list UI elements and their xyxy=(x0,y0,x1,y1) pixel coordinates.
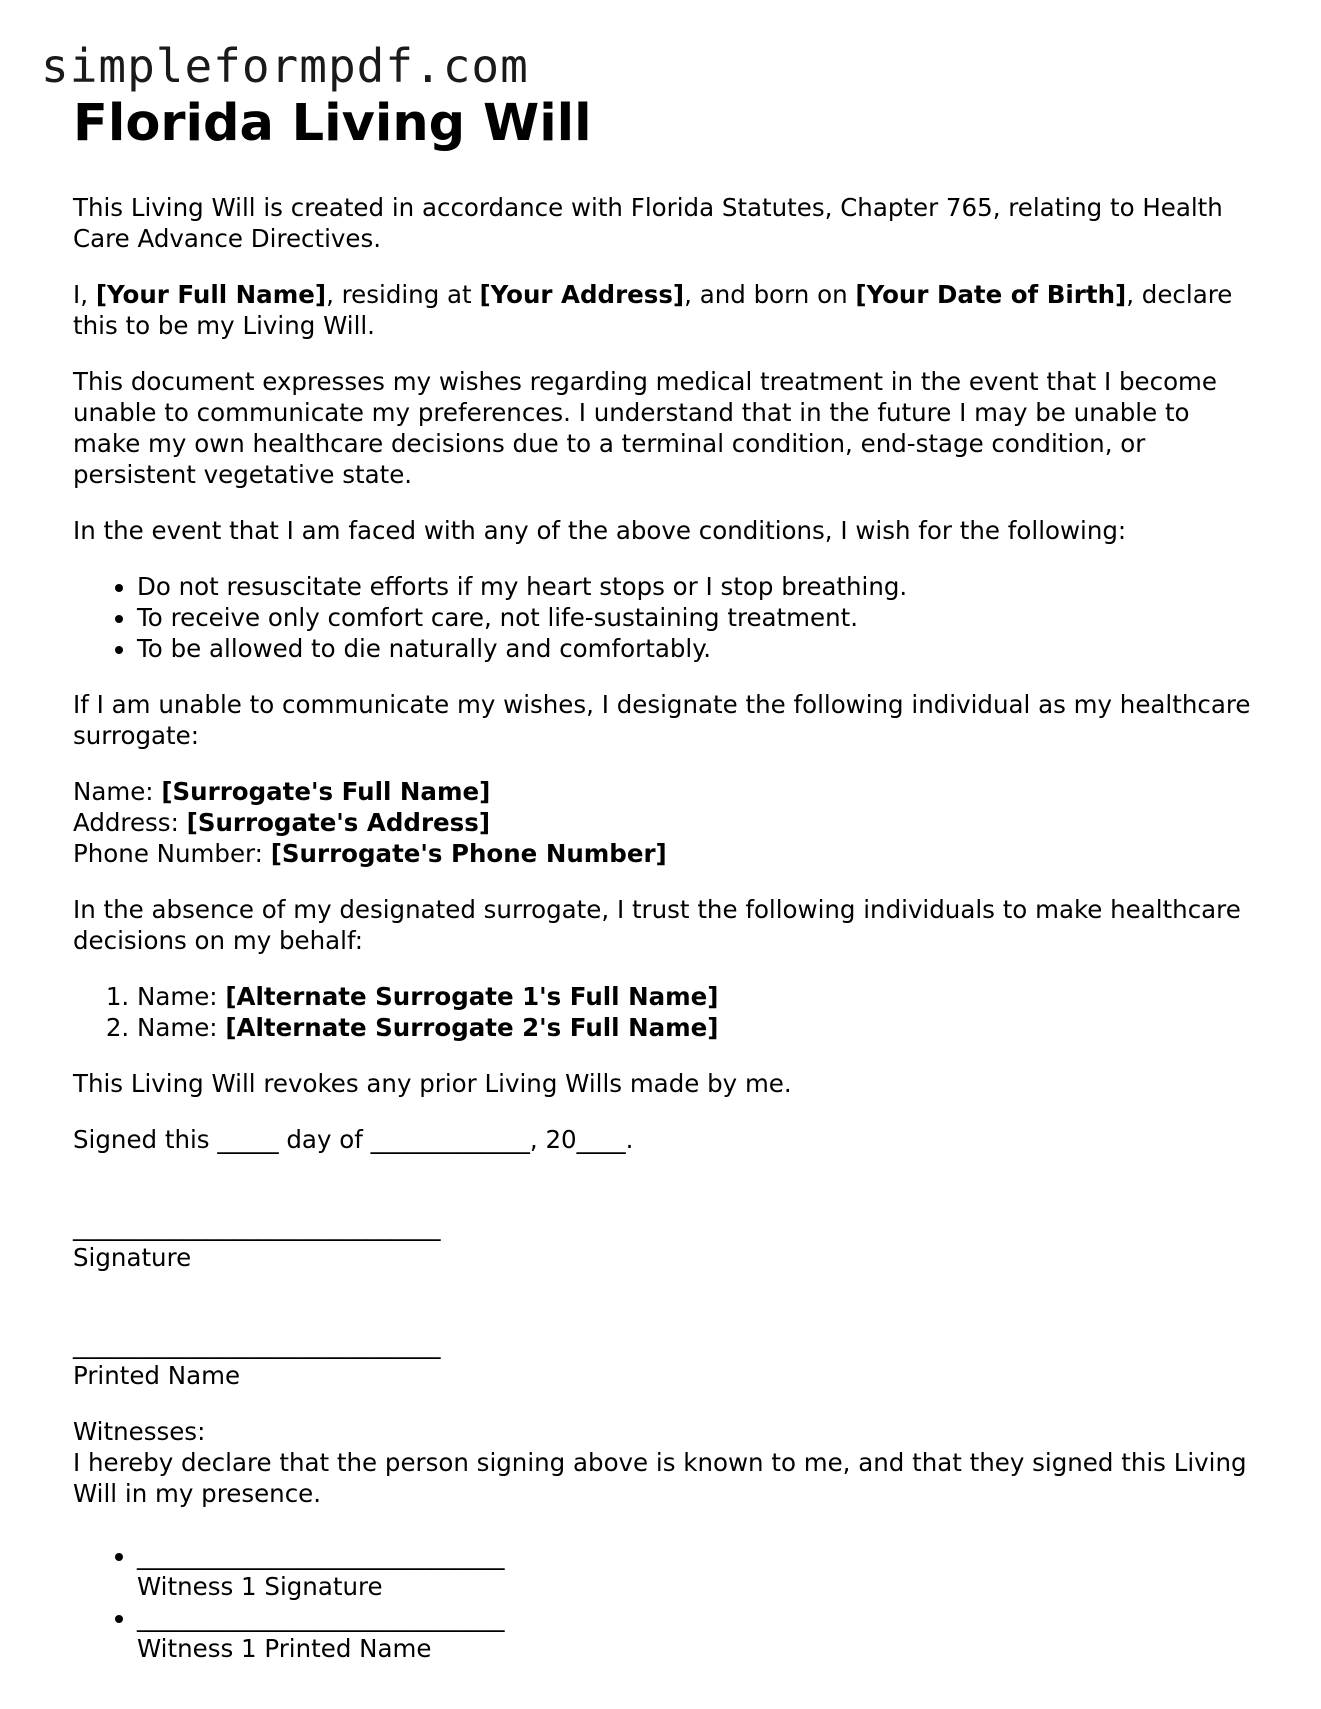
spacer xyxy=(73,1298,1253,1329)
purpose-paragraph: This document expresses my wishes regarding medical treatment in the event that I become unable to communicate my preferences. I understand that in the future I may be unable to make my own healthcare decisions due to a terminal condition, end-stage condition, or persistent vegetative state. xyxy=(73,367,1217,489)
printed-name-label: Printed Name xyxy=(73,1361,241,1390)
wishes-intro: In the event that I am faced with any of the above conditions, I wish for the following: xyxy=(73,516,1127,545)
alternates-intro: In the absence of my designated surrogate, I trust the following individuals to make healthcare decisions on my behalf: xyxy=(73,895,1241,955)
surrogate-address-line xyxy=(73,807,1253,838)
alternate-item xyxy=(137,1012,1253,1043)
wish-item: • To receive only comfort care, not life-sustaining treatment. xyxy=(137,602,1253,633)
surrogate-name-label: Name: xyxy=(73,777,162,806)
alternate-label: Name: xyxy=(137,1013,226,1042)
dob-placeholder: [Your Date of Birth] xyxy=(855,280,1127,309)
alternate-value: [Alternate Surrogate 2's Full Name] xyxy=(225,1013,719,1042)
declaration-paragraph xyxy=(73,279,1253,341)
surrogate-name-line xyxy=(73,776,1253,807)
signed-date-line: Signed this _____ day of _____________, 20____. xyxy=(73,1125,634,1154)
watermark-text: simpleformpdf.com xyxy=(41,39,529,93)
witness-line: • ______________________________ xyxy=(137,1541,505,1570)
witnesses-statement: I hereby declare that the person signing above is known to me, and that they signed this Living Will in my presence. xyxy=(73,1448,1247,1508)
spacer xyxy=(73,1180,1253,1211)
signature-label: Signature xyxy=(73,1243,192,1272)
printed-name-block xyxy=(73,1329,1253,1391)
address-placeholder: [Your Address] xyxy=(479,280,685,309)
alternate-item xyxy=(137,981,1253,1012)
printed-name-line: ______________________________ xyxy=(73,1330,441,1359)
witness-label: Witness 1 Printed Name xyxy=(137,1634,432,1663)
full-name-placeholder: [Your Full Name] xyxy=(95,280,327,309)
declaration-text: , and born on xyxy=(684,280,856,309)
witness-label: Witness 1 Signature xyxy=(137,1572,383,1601)
revocation-paragraph: This Living Will revokes any prior Living Wills made by me. xyxy=(73,1069,792,1098)
surrogate-name-value: [Surrogate's Full Name] xyxy=(161,777,491,806)
intro-paragraph: This Living Will is created in accordance with Florida Statutes, Chapter 765, relating to Health Care Advance Directives. xyxy=(73,193,1223,253)
declaration-text: I, xyxy=(73,280,96,309)
witness-item xyxy=(137,1602,1253,1664)
wish-item: • Do not resuscitate efforts if my heart stops or I stop breathing. xyxy=(137,571,1253,602)
document-body xyxy=(73,94,1253,1689)
surrogate-address-value: [Surrogate's Address] xyxy=(186,808,491,837)
surrogate-phone-value: [Surrogate's Phone Number] xyxy=(270,839,667,868)
surrogate-phone-label: Phone Number: xyxy=(73,839,271,868)
witness-item xyxy=(137,1540,1253,1602)
alternate-label: Name: xyxy=(137,982,226,1011)
surrogate-address-label: Address: xyxy=(73,808,187,837)
declaration-text: , declare this to be my Living Will. xyxy=(73,280,1233,340)
witness-list xyxy=(73,1540,1253,1664)
signature-line: ______________________________ xyxy=(73,1212,441,1241)
signature-block xyxy=(73,1211,1253,1273)
surrogate-intro: If I am unable to communicate my wishes, I designate the following individual as my healthcare surrogate: xyxy=(73,690,1251,750)
wish-item: • To be allowed to die naturally and comfortably. xyxy=(137,633,1253,664)
declaration-text: , residing at xyxy=(326,280,480,309)
witness-line: • ______________________________ xyxy=(137,1603,505,1632)
document-title: Florida Living Will xyxy=(73,94,592,153)
surrogate-details xyxy=(73,776,1253,869)
witnesses-heading: Witnesses: xyxy=(73,1417,206,1446)
surrogate-phone-line xyxy=(73,838,1253,869)
witnesses-section xyxy=(73,1416,1253,1509)
wishes-list xyxy=(73,571,1253,664)
alternates-list xyxy=(73,981,1253,1043)
alternate-value: [Alternate Surrogate 1's Full Name] xyxy=(225,982,719,1011)
